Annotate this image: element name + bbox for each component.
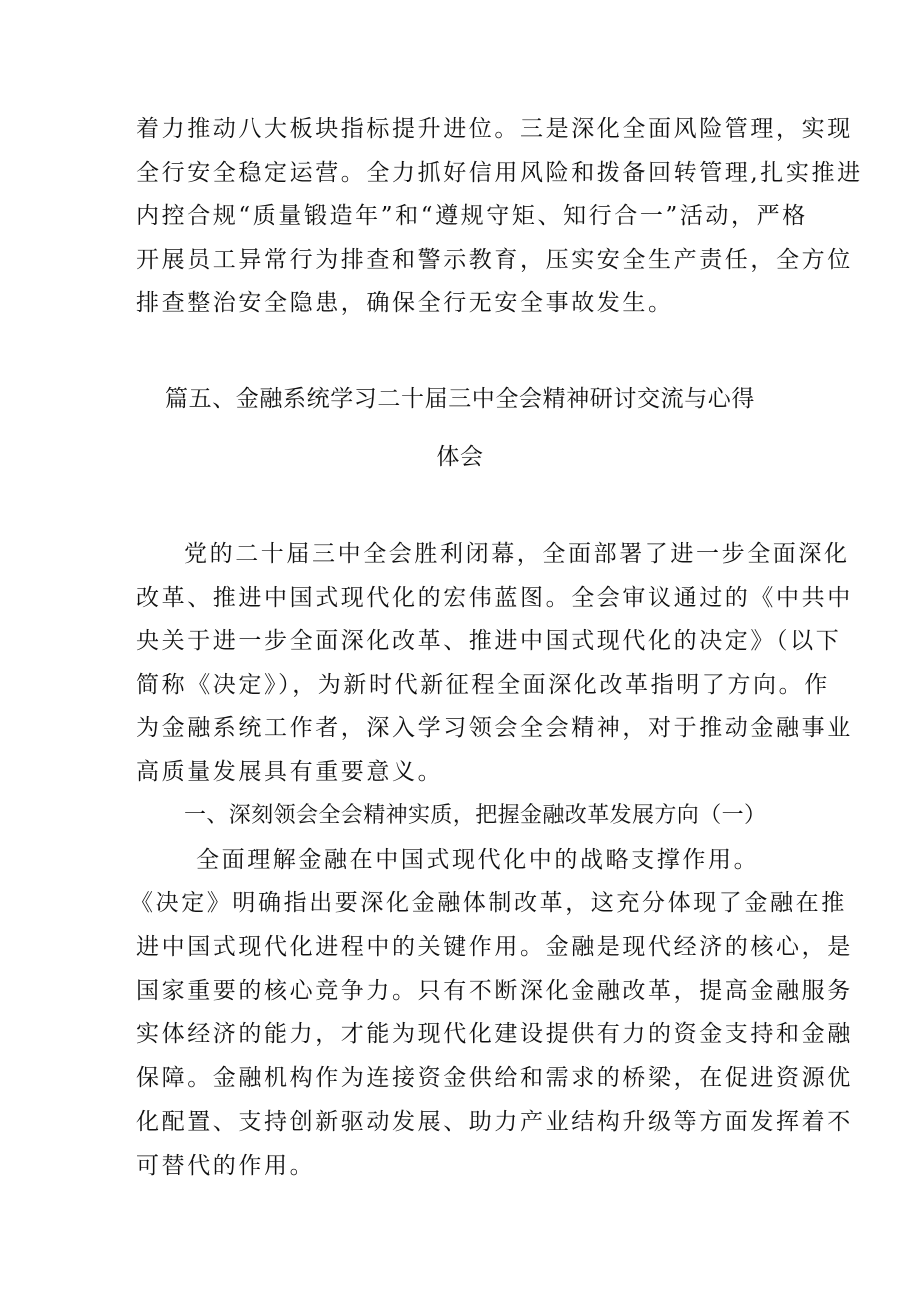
text-line: 可替代的作用。	[136, 1153, 316, 1179]
text-line: 党的二十届三中全会胜利闭幕，全面部署了进一步全面深化	[184, 541, 850, 567]
text-line: 保障。金融机构作为连接资金供给和需求的桥梁，在促进资源优	[136, 1065, 853, 1091]
text-line: 着力推动八大板块指标提升进位。三是深化全面风险管理，实现	[136, 116, 853, 142]
article-title-line: 篇五、金融系统学习二十届三中全会精神研讨交流与心得	[165, 386, 755, 412]
text-line: 为金融系统工作者，深入学习领会全会精神，对于推动金融事业	[136, 715, 853, 741]
text-line: 央关于进一步全面深化改革、推进中国式现代化的决定》（以下	[136, 628, 842, 654]
text-line: 国家重要的核心竞争力。只有不断深化金融改革，提高金融服务	[136, 978, 853, 1004]
text-line: 改革、推进中国式现代化的宏伟蓝图。全会审议通过的《中共中	[136, 585, 853, 611]
article-title-line: 体会	[436, 444, 484, 470]
text-line: 化配置、支持创新驱动发展、助力产业结构升级等方面发挥着不	[136, 1109, 853, 1135]
text-line: 排查整治安全隐患，确保全行无安全事故发生。	[136, 290, 674, 316]
section-heading: 一、深刻领会全会精神实质，把握金融改革发展方向（一）	[184, 803, 767, 828]
text-line: 全行安全稳定运营。全力抓好信用风险和拨备回转管理,扎实推进	[136, 160, 863, 186]
text-line: 《决定》明确指出要深化金融体制改革，这充分体现了金融在推	[130, 890, 847, 916]
text-line: 开展员工异常行为排查和警示教育，压实安全生产责任，全方位	[136, 247, 853, 273]
text-line: 内控合规“质量锻造年”和“遵规守矩、知行合一”活动，严格	[136, 203, 808, 229]
text-line: 进中国式现代化进程中的关键作用。金融是现代经济的核心，是	[136, 934, 853, 960]
subheading: 全面理解金融在中国式现代化中的战略支撑作用。	[196, 847, 760, 873]
text-line: 实体经济的能力，才能为现代化建设提供有力的资金支持和金融	[136, 1021, 853, 1047]
text-line: 高质量发展具有重要意义。	[136, 759, 444, 785]
text-line: 简称《决定》），为新时代新征程全面深化改革指明了方向。作	[136, 672, 830, 698]
